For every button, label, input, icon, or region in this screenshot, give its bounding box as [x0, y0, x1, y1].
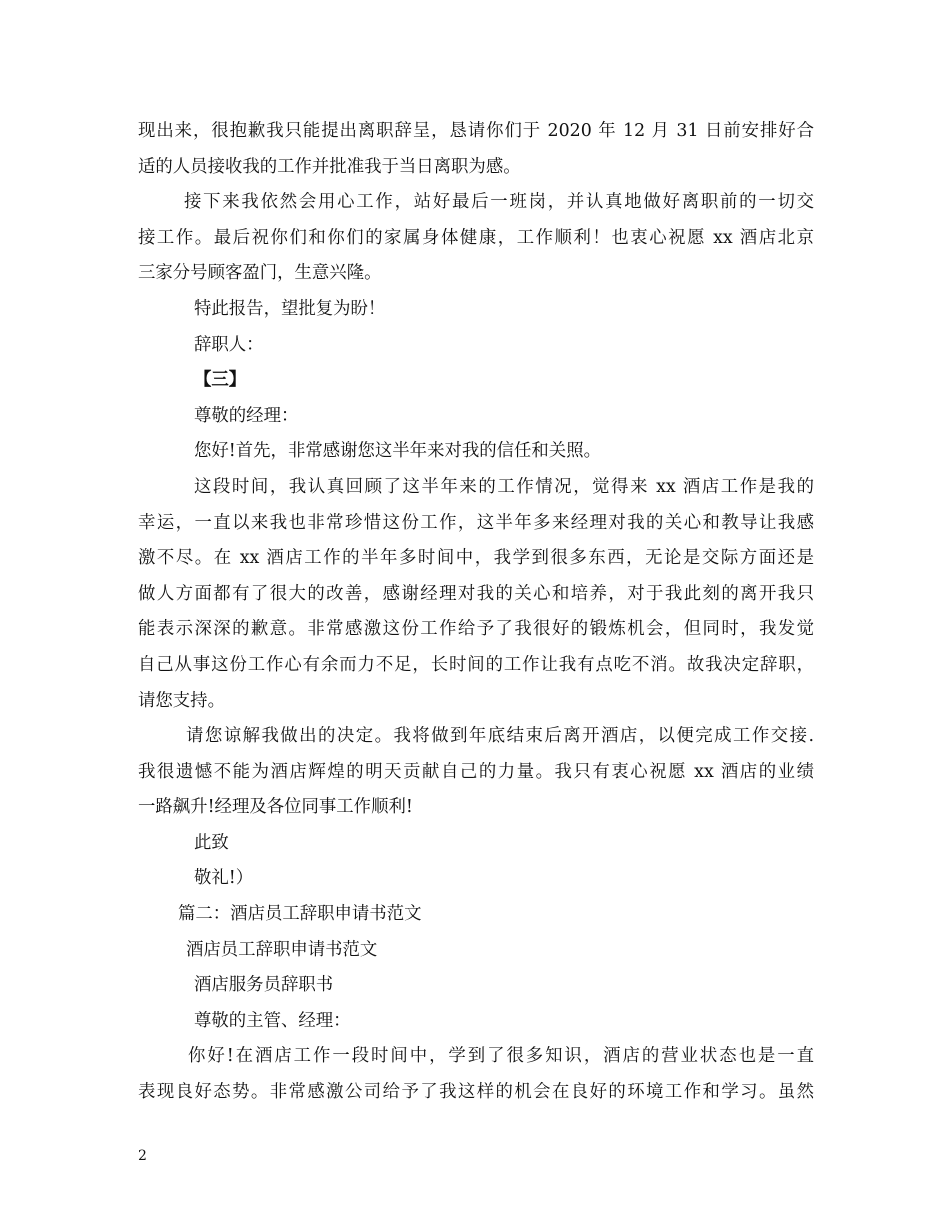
paragraph-line: 我很遗憾不能为酒店辉煌的明天贡献自己的力量。我只有衷心祝愿 xx 酒店的业绩 [138, 761, 814, 782]
paragraph-line: 做人方面都有了很大的改善，感谢经理对我的关心和培养，对于我此刻的离开我只 [138, 583, 814, 604]
page-number: 2 [138, 1148, 147, 1164]
closing-line: 敬礼!） [194, 868, 254, 889]
paragraph-line: 表现良好态势。非常感激公司给予了我这样的机会在良好的环境工作和学习。虽然 [138, 1082, 814, 1103]
section-heading: 篇二：酒店员工辞职申请书范文 [178, 904, 422, 925]
section-marker: 【三】 [194, 370, 247, 391]
closing-line: 此致 [194, 832, 229, 853]
document-title: 酒店员工辞职申请书范文 [186, 939, 378, 960]
paragraph-line: 您好!首先，非常感谢您这半年来对我的信任和关照。 [194, 441, 601, 462]
paragraph-line: 这段时间，我认真回顾了这半年来的工作情况，觉得来 xx 酒店工作是我的 [194, 476, 814, 497]
paragraph-line: 接工作。最后祝你们和你们的家属身体健康，工作顺利！也衷心祝愿 xx 酒店北京 [138, 227, 814, 248]
paragraph-line: 你好!在酒店工作一段时间中，学到了很多知识，酒店的营业状态也是一直 [188, 1046, 814, 1067]
salutation: 尊敬的经理： [194, 405, 299, 426]
paragraph-line: 接下来我依然会用心工作，站好最后一班岗，并认真地做好离职前的一切交 [184, 192, 814, 213]
paragraph-line: 请您支持。 [138, 690, 225, 711]
paragraph-line: 适的人员接收我的工作并批准我于当日离职为感。 [138, 156, 521, 177]
paragraph-line: 三家分号顾客盈门，生意兴隆。 [138, 263, 382, 284]
paragraph-line: 辞职人： [194, 334, 264, 355]
paragraph-line: 特此报告，望批复为盼！ [194, 298, 386, 319]
paragraph-line: 请您谅解我做出的决定。我将做到年底结束后离开酒店，以便完成工作交接. [186, 726, 814, 747]
document-body [138, 114, 814, 1111]
document-subtitle: 酒店服务员辞职书 [194, 975, 334, 996]
paragraph-line: 激不尽。在 xx 酒店工作的半年多时间中，我学到很多东西，无论是交际方面还是 [138, 548, 814, 569]
paragraph-line: 现出来，很抱歉我只能提出离职辞呈，恳请你们于 2020 年 12 月 31 日前安排好合 [138, 121, 814, 141]
paragraph-line: 幸运，一直以来我也非常珍惜这份工作，这半年多来经理对我的关心和教导让我感 [138, 512, 814, 533]
paragraph-line: 能表示深深的歉意。非常感激这份工作给予了我很好的锻炼机会，但同时，我发觉 [138, 619, 814, 640]
salutation: 尊敬的主管、经理： [194, 1010, 351, 1031]
paragraph-line: 一路飙升!经理及各位同事工作顺利! [138, 797, 413, 818]
paragraph-line: 自己从事这份工作心有余而力不足，长时间的工作让我有点吃不消。故我决定辞职， [138, 654, 814, 675]
